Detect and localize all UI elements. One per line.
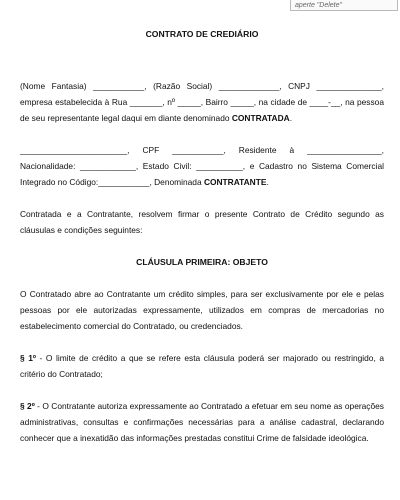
paragraph-section-1 xyxy=(20,350,384,382)
contratante-label: CONTRATANTE xyxy=(203,177,267,187)
paragraph-text: - O Contratante autoriza expressamente ao Contratado a efetuar em seu nome as operações administrativas, consultas e confirmações necessárias para a análise cadastral, declarando conhecer que a inexatidão das informações prestadas constitui Crime de falsidade ideológica. xyxy=(20,401,384,443)
paragraph-contratante xyxy=(20,142,384,190)
paragraph-contratada xyxy=(20,78,384,126)
paragraph-text: _______________________, CPF ___________, Residente à ________________, Nacionalidade: ____________, Estado Civil: __________, e Cadastro no Sistema Comercial Integrado no Código:___________, Denominada xyxy=(20,145,384,187)
paragraph-end: . xyxy=(289,113,293,123)
clause-title: CLÁUSULA PRIMEIRA: OBJETO xyxy=(136,257,268,267)
section-mark: § 2º xyxy=(20,401,35,411)
top-toolbar xyxy=(0,0,400,14)
paragraph-section-2 xyxy=(20,398,384,446)
paragraph-end: . xyxy=(266,177,269,187)
hint-field[interactable]: aperte "Delete" xyxy=(290,0,398,11)
paragraph-text: (Nome Fantasia) ___________, (Razão Social) _____________, CNPJ ______________, empresa estabelecida à Rua _______, nº _____, Bairro _____, na cidade de ____-__, na pessoa de seu representante legal daqui em diante denominado xyxy=(20,81,384,123)
paragraph-agreement: Contratada e a Contratante, resolvem firmar o presente Contrato de Crédito segundo as cláusulas e condições seguintes: xyxy=(20,209,384,235)
contratada-label: CONTRATADA xyxy=(231,113,290,123)
paragraph-text: - O limite de crédito a que se refere esta cláusula poderá ser majorado ou restringido, a critério do Contratado; xyxy=(20,353,384,379)
document-page xyxy=(20,26,384,446)
section-mark: § 1º xyxy=(20,353,36,363)
paragraph-object: O Contratado abre ao Contratante um crédito simples, para ser exclusivamente por ele e pelas pessoas por ele autorizadas expressamente, utilizados em compras de mercadorias no estabelecimento comercial do Contratado, ou credenciados. xyxy=(20,289,384,331)
document-title: CONTRATO DE CREDIÁRIO xyxy=(145,29,259,39)
